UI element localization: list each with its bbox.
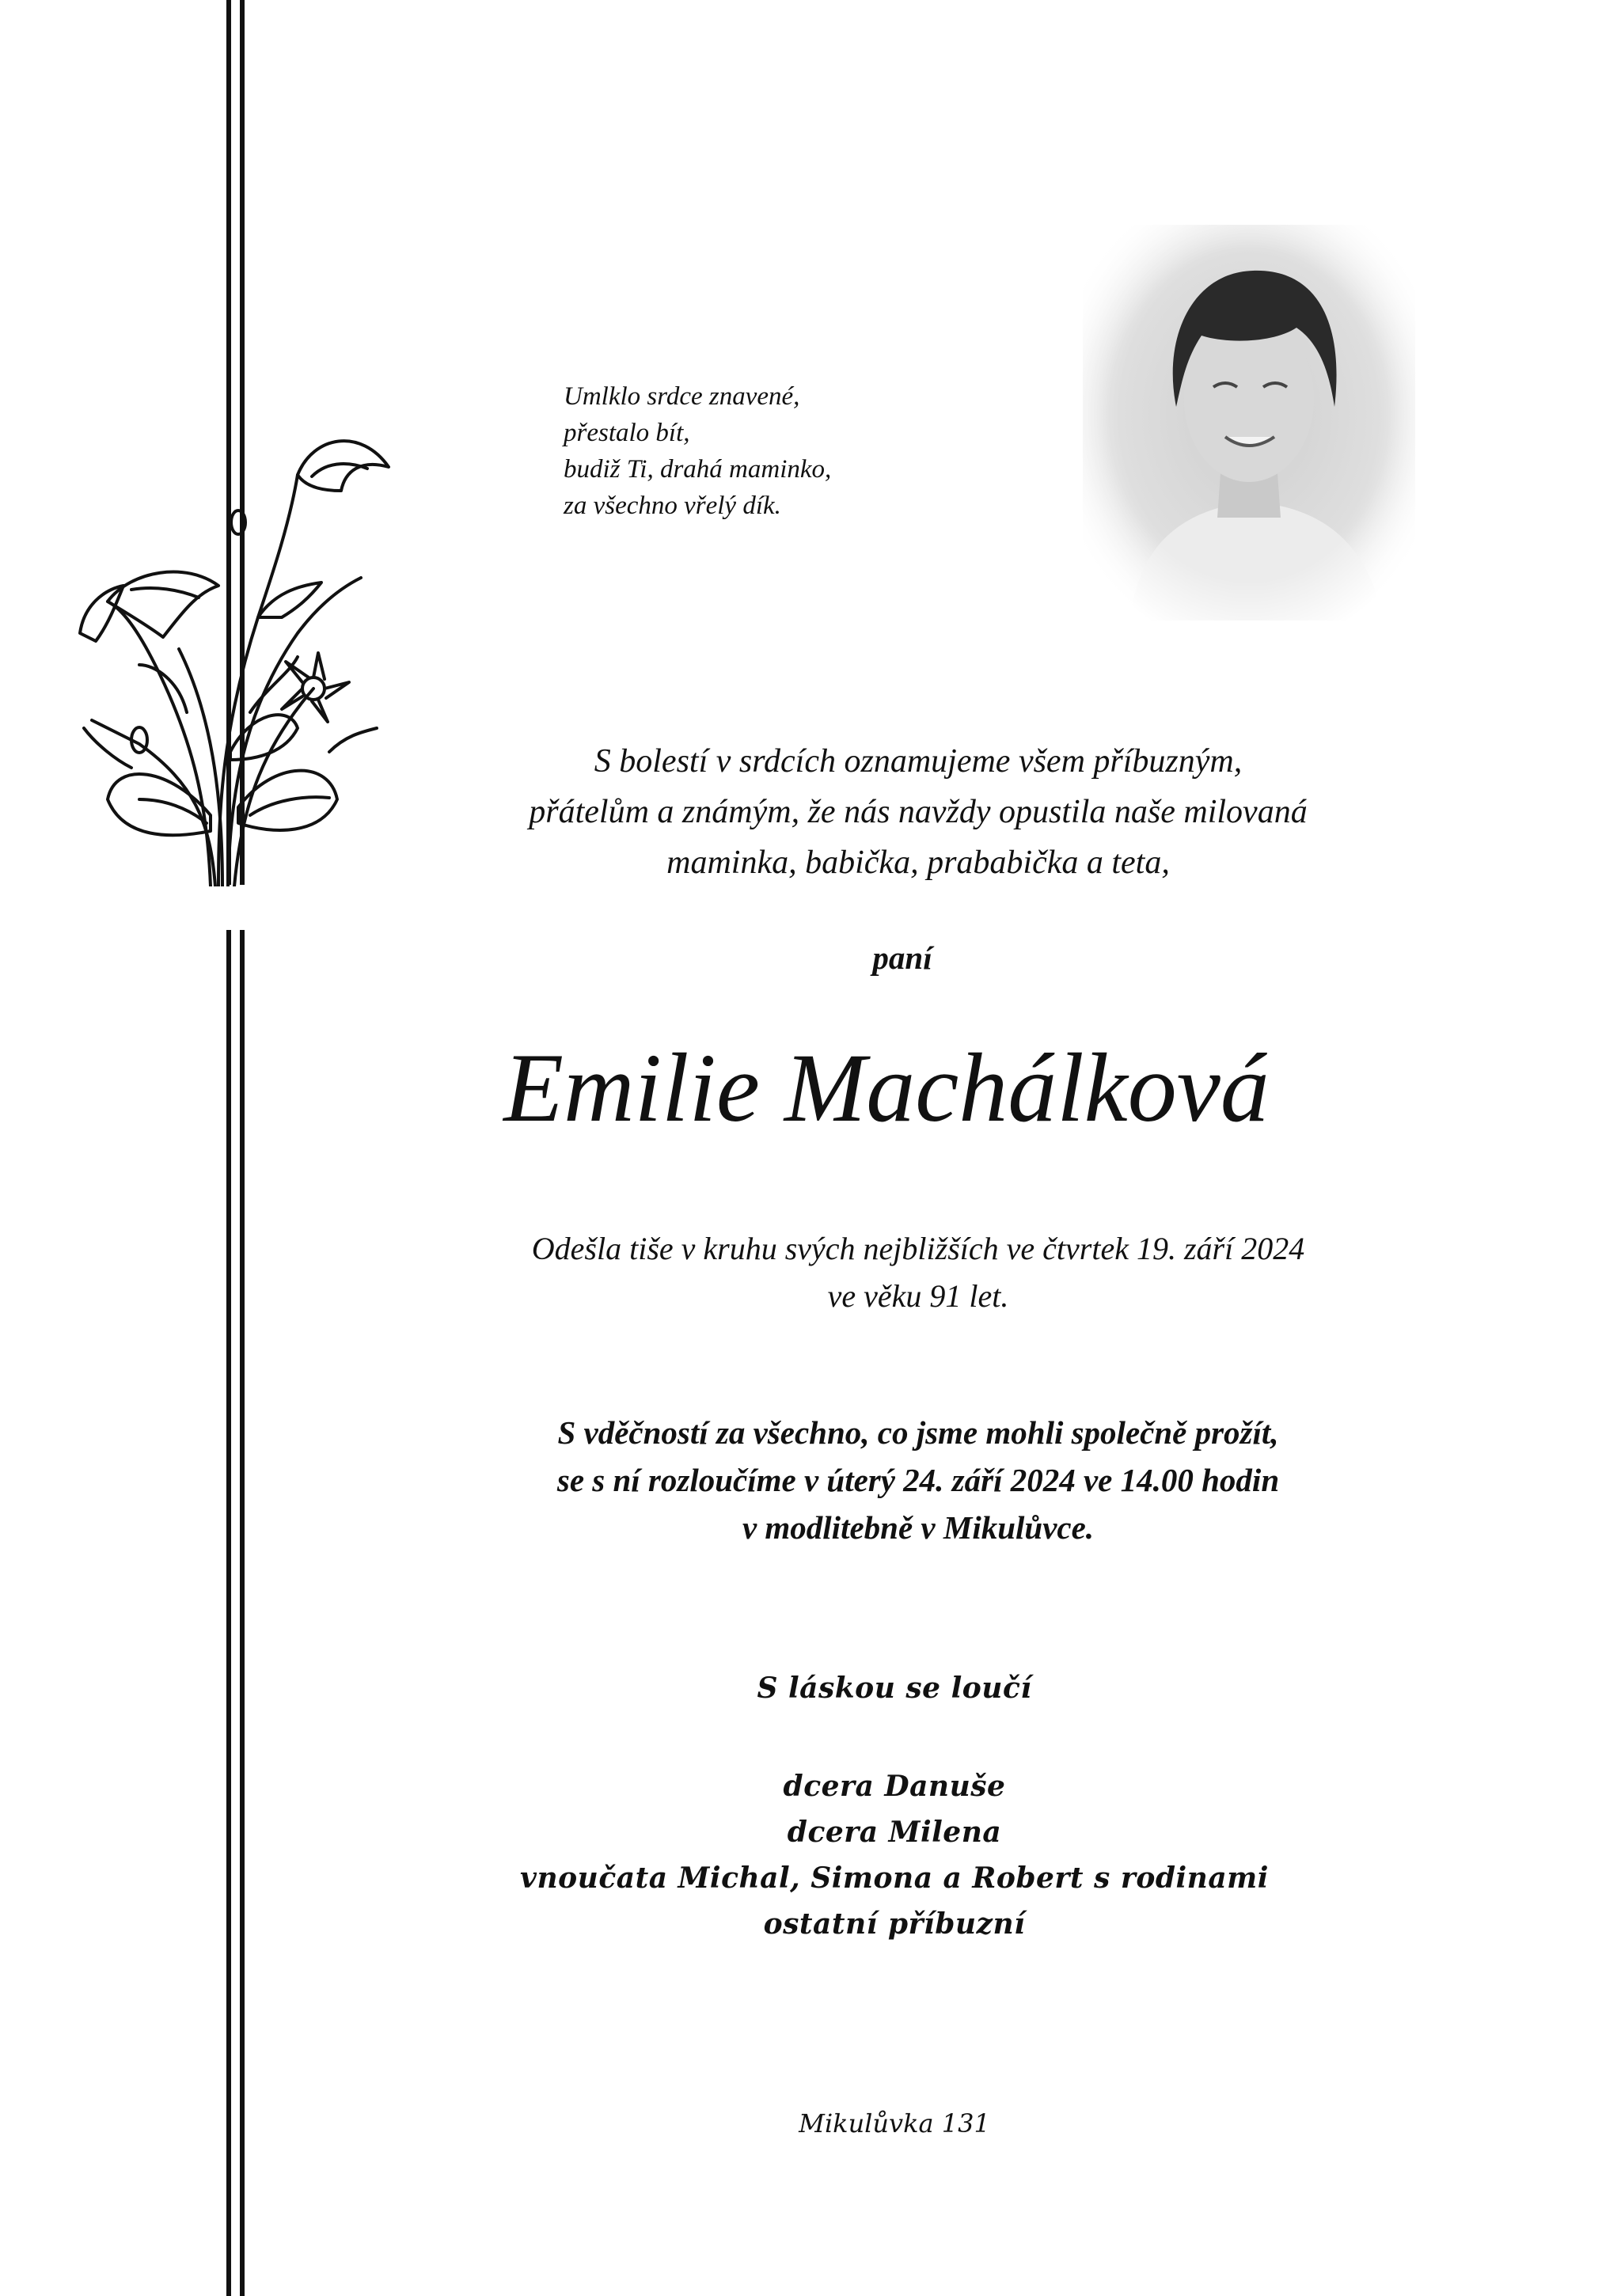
ceremony-line: S vděčností za všechno, co jsme mohli společně prožít, (557, 1414, 1279, 1451)
mourner-item: dcera Milena (787, 1816, 1002, 1849)
address: Mikulůvka 131 (799, 2108, 990, 2139)
death-notice-line: ve věku 91 let. (827, 1278, 1009, 1314)
left-rule-outer-bottom (226, 930, 231, 2296)
portrait-photo (1083, 225, 1415, 620)
poem-line: přestalo bít, (564, 419, 690, 447)
announcement-line: S bolestí v srdcích oznamujeme všem příbuzným, (594, 743, 1243, 780)
mourner-item: vnoučata Michal, Simona a Robert s rodinami (520, 1861, 1269, 1895)
poem-line: Umlklo srdce znavené, (564, 382, 800, 411)
death-notice (427, 1225, 1409, 1320)
farewell-heading: S láskou se loučí (757, 1672, 1032, 1705)
mourner-item: dcera Danuše (783, 1770, 1006, 1803)
poem-line: za všechno vřelý dík. (564, 491, 781, 520)
announcement-line: přátelům a známým, že nás navždy opustila naše milovaná (529, 794, 1308, 830)
honorific: paní (872, 939, 932, 976)
announcement-line: maminka, babička, prababička a teta, (666, 844, 1170, 881)
calla-lily-flowers-icon (60, 427, 408, 886)
mourners-list (443, 1763, 1346, 1947)
poem (564, 378, 959, 524)
deceased-name: Emilie Machálková (503, 1034, 1270, 1142)
mourner-item: ostatní příbuzní (763, 1907, 1026, 1941)
ceremony-line: v modlitebně v Mikulůvce. (742, 1509, 1095, 1546)
left-rule-inner-bottom (240, 930, 245, 2296)
poem-line: budiž Ti, drahá maminko, (564, 455, 832, 484)
portrait-illustration (1083, 225, 1415, 620)
ceremony-details (396, 1409, 1441, 1551)
death-notice-line: Odešla tiše v kruhu svých nejbližších ve čtvrtek 19. září 2024 (531, 1231, 1305, 1266)
announcement-text (427, 736, 1409, 888)
ceremony-line: se s ní rozloučíme v úterý 24. září 2024 ve 14.00 hodin (556, 1462, 1280, 1498)
